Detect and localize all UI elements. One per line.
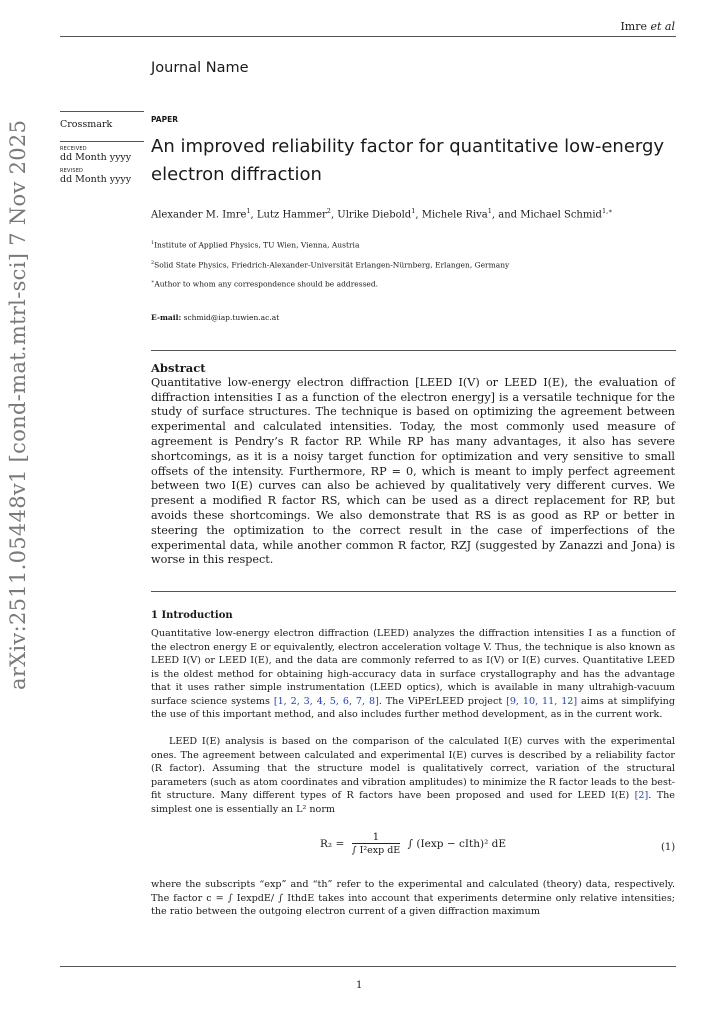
email-link[interactable]: schmid@iap.tuwien.ac.at [183, 313, 280, 322]
equation-fraction: $\frac{1}{\text{∫ I²exp dE}}$ [351, 832, 401, 856]
equation-1: R₂ = $\frac{1}{\text{∫ I²exp dE}}$ ∫ (Iexp − cIth)² dE [320, 832, 507, 856]
arxiv-stamp: arXiv:2511.05448v1 [cond-mat.mtrl-sci] 7 Nov 2025 [6, 119, 30, 690]
paper-title: An improved reliability factor for quantitative low-energy electron diffraction [151, 136, 665, 185]
page-number: 1 [356, 980, 363, 991]
abstract-top-rule [151, 350, 676, 351]
intro-paragraph-1: Quantitative low-energy electron diffraction (LEED) analyzes the diffraction intensities I as a function of the electron energy E or equivalently, electron acceleration voltage V. Thus, the technique is also known as LEED I(V) or LEED I(E), and the data are commonly referred to as I(V) or I(E) curves. Quantitative LEED is the oldest method for obtaining high-accuracy data in surface crystallography and has the advantage that it uses rather simple instrumentation (LEED optics), which is available in many ultrahigh-vacuum surface science systems [1, 2, 3, 4, 5, 6, 7, 8]. The ViPErLEED project [9, 10, 11, 12] aims at simplifying the use of this important method, and also includes further method development, as in the current work. [151, 628, 675, 720]
author: Lutz Hammer [256, 209, 327, 221]
revised-block [60, 168, 131, 185]
crossmark-rule [60, 111, 144, 112]
crossmark-label: Crossmark [60, 119, 113, 130]
revised-label: REVISED [60, 168, 84, 174]
citation-link[interactable]: [9, 10, 11, 12] [506, 695, 578, 707]
email-line: E-mail: schmid@iap.tuwien.ac.at [151, 313, 280, 322]
abstract-bottom-rule [151, 591, 676, 592]
correspondence-note: ∗Author to whom any correspondence should be addressed. [151, 279, 379, 289]
abstract-heading: Abstract [151, 361, 206, 375]
received-date: dd Month yyyy [60, 152, 132, 163]
received-rule [60, 141, 144, 142]
intro-paragraph-2: LEED I(E) analysis is based on the comparison of the calculated I(E) curves with the experimental ones. The agreement between calculated and experimental I(E) curves is described by a reliability factor (R factor). Assuming that the structure model is qualitatively correct, variation of the structural parameters (such as atom coordinates and vibration amplitudes) to minimize the R factor leads to the best-fit structure. Many different types of R factors have been proposed and used for LEED I(E) [2]. The simplest one is essentially an L² norm [151, 736, 675, 815]
paper-tag: PAPER [151, 115, 179, 124]
received-label: RECEIVED [60, 146, 87, 152]
author-list: Alexander M. Imre$^1$, Lutz Hammer$^2$, Ulrike Diebold$^1$, Michele Riva$^1$, and Michael Schmid$^{1,∗}$ [151, 207, 613, 221]
header-rule [60, 36, 676, 37]
revised-date: dd Month yyyy [60, 174, 132, 185]
author: Michele Riva [421, 209, 488, 221]
affiliation: $^1$Institute of Applied Physics, TU Wien, Vienna, Austria [151, 240, 360, 250]
running-head: Imre et al [620, 20, 675, 33]
journal-name: Journal Name [151, 60, 249, 76]
author: Michael Schmid [520, 209, 602, 221]
citation-link[interactable]: [2] [634, 790, 649, 801]
footer-rule [60, 966, 676, 967]
equation-number: (1) [661, 842, 676, 853]
affiliation: $^2$Solid State Physics, Friedrich-Alexander-Universität Erlangen-Nürnberg, Erlangen, Germany [151, 260, 510, 270]
intro-paragraph-3: where the subscripts “exp” and “th” refer to the experimental and calculated (theory) data, respectively. The factor c = ∫ IexpdE/ ∫ IthdE takes into account that experiments determine only relative intensities; the ratio between the outgoing electron current of a given diffraction maximum [151, 879, 675, 917]
author: Ulrike Diebold [337, 209, 412, 221]
received-block [60, 146, 131, 163]
abstract [151, 361, 675, 568]
citation-link[interactable]: [1, 2, 3, 4, 5, 6, 7, 8] [273, 695, 379, 707]
abstract-text: Quantitative low-energy electron diffraction [LEED I(V) or LEED I(E), the evaluation of diffraction intensities I as a function of the electron energy] is a versatile technique for the study of surface structures. The technique is based on optimizing the agreement between experimental and calculated intensities. Today, the most commonly used measure of agreement is Pendry’s R factor RP. While RP has many advantages, it also has severe shortcomings, as it is a noisy target function for optimization and very sensitive to small offsets of the intensity. Furthermore, RP = 0, which is meant to imply perfect agreement between two I(E) curves can also be achieved by qualitatively very different curves. We present a modified R factor RS, which can be used as a direct replacement for RP, but avoids these shortcomings. We also demonstrate that RS is as good as RP or better in steering the optimization to the correct result in the case of imperfections of the experimental data, while another common R factor, RZJ (suggested by Zanazzi and Jona) is worse in this respect. [151, 375, 675, 567]
author: Alexander M. Imre [151, 209, 247, 221]
section-heading: 1 Introduction [151, 610, 233, 621]
